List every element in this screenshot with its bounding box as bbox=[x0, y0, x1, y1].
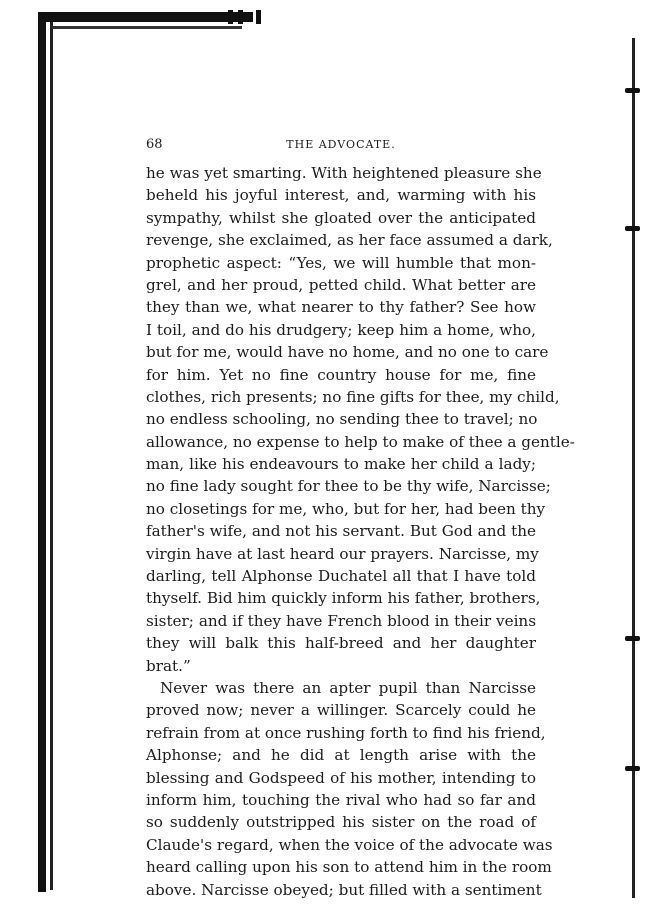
scan-edge-tick bbox=[625, 766, 640, 771]
text-line: allowance, no expense to help to make of thee a gentle- bbox=[146, 432, 575, 451]
scan-binding-edge-left bbox=[38, 12, 46, 892]
text-line: above. Narcisse obeyed; but filled with a sentiment bbox=[146, 880, 542, 899]
text-line: Claude's regard, when the voice of the advocate was bbox=[146, 835, 553, 854]
scan-edge-tick bbox=[625, 636, 640, 641]
scan-mark bbox=[228, 10, 233, 24]
text-line: they than we, what nearer to thy father? See how bbox=[146, 298, 536, 317]
text-line: brat.” bbox=[146, 656, 191, 675]
scan-edge-tick bbox=[625, 226, 640, 231]
text-line: beheld his joyful interest, and, warming with his bbox=[146, 186, 536, 205]
scan-binding-line-top bbox=[52, 26, 242, 29]
text-line: heard calling upon his son to attend him in the room bbox=[146, 858, 552, 877]
text-line: but for me, would have no home, and no one to care bbox=[146, 343, 549, 362]
text-line: he was yet smarting. With heightened pleasure she bbox=[146, 164, 542, 182]
page-number: 68 bbox=[146, 137, 163, 152]
text-line: man, like his endeavours to make her child a lady; bbox=[146, 455, 536, 474]
text-line: no fine lady sought for thee to be thy wife, Narcisse; bbox=[146, 477, 551, 496]
text-line: Never was there an apter pupil than Narcisse bbox=[160, 678, 536, 697]
text-line: no closetings for me, who, but for her, had been thy bbox=[146, 499, 546, 518]
text-line: virgin have at last heard our prayers. Narcisse, my bbox=[146, 544, 539, 563]
scan-mark bbox=[238, 10, 243, 24]
text-line: so suddenly outstripped his sister on the road of bbox=[146, 813, 536, 832]
text-line: for him. Yet no fine country house for me, fine bbox=[146, 365, 536, 384]
scan-binding-line-left bbox=[50, 20, 53, 890]
text-line: Alphonse; and he did at length arise with the bbox=[146, 746, 536, 765]
text-line: revenge, she exclaimed, as her face assumed a dark, bbox=[146, 231, 553, 250]
text-line: I toil, and do his drudgery; keep him a home, who, bbox=[146, 320, 536, 339]
text-line: inform him, touching the rival who had so far and bbox=[146, 790, 536, 809]
text-line: they will balk this half-breed and her daughter bbox=[146, 634, 536, 653]
text-line: no endless schooling, no sending thee to travel; no bbox=[146, 410, 538, 429]
text-line: blessing and Godspeed of his mother, intending to bbox=[146, 768, 536, 787]
text-line: refrain from at once rushing forth to find his friend, bbox=[146, 723, 546, 742]
text-line: thyself. Bid him quickly inform his father, brothers, bbox=[146, 589, 541, 608]
text-line: father's wife, and not his servant. But God and the bbox=[146, 522, 536, 541]
text-line: darling, tell Alphonse Duchatel all that I have told bbox=[146, 567, 536, 586]
text-line: sister; and if they have French blood in their veins bbox=[146, 611, 536, 630]
text-line: grel, and her proud, petted child. What better are bbox=[146, 275, 536, 294]
running-head: THE ADVOCATE. bbox=[286, 138, 396, 151]
page-header bbox=[146, 136, 536, 154]
text-line: prophetic aspect: “Yes, we will humble that mon- bbox=[146, 253, 536, 272]
scan-binding-edge-top bbox=[38, 12, 253, 22]
body-text bbox=[146, 162, 575, 901]
scan-edge-tick bbox=[625, 88, 640, 93]
text-line: clothes, rich presents; no fine gifts for thee, my child, bbox=[146, 387, 560, 406]
scan-mark bbox=[256, 10, 261, 24]
book-page bbox=[146, 136, 575, 901]
text-line: sympathy, whilst she gloated over the anticipated bbox=[146, 208, 536, 227]
text-line: proved now; never a willinger. Scarcely could he bbox=[146, 701, 536, 720]
